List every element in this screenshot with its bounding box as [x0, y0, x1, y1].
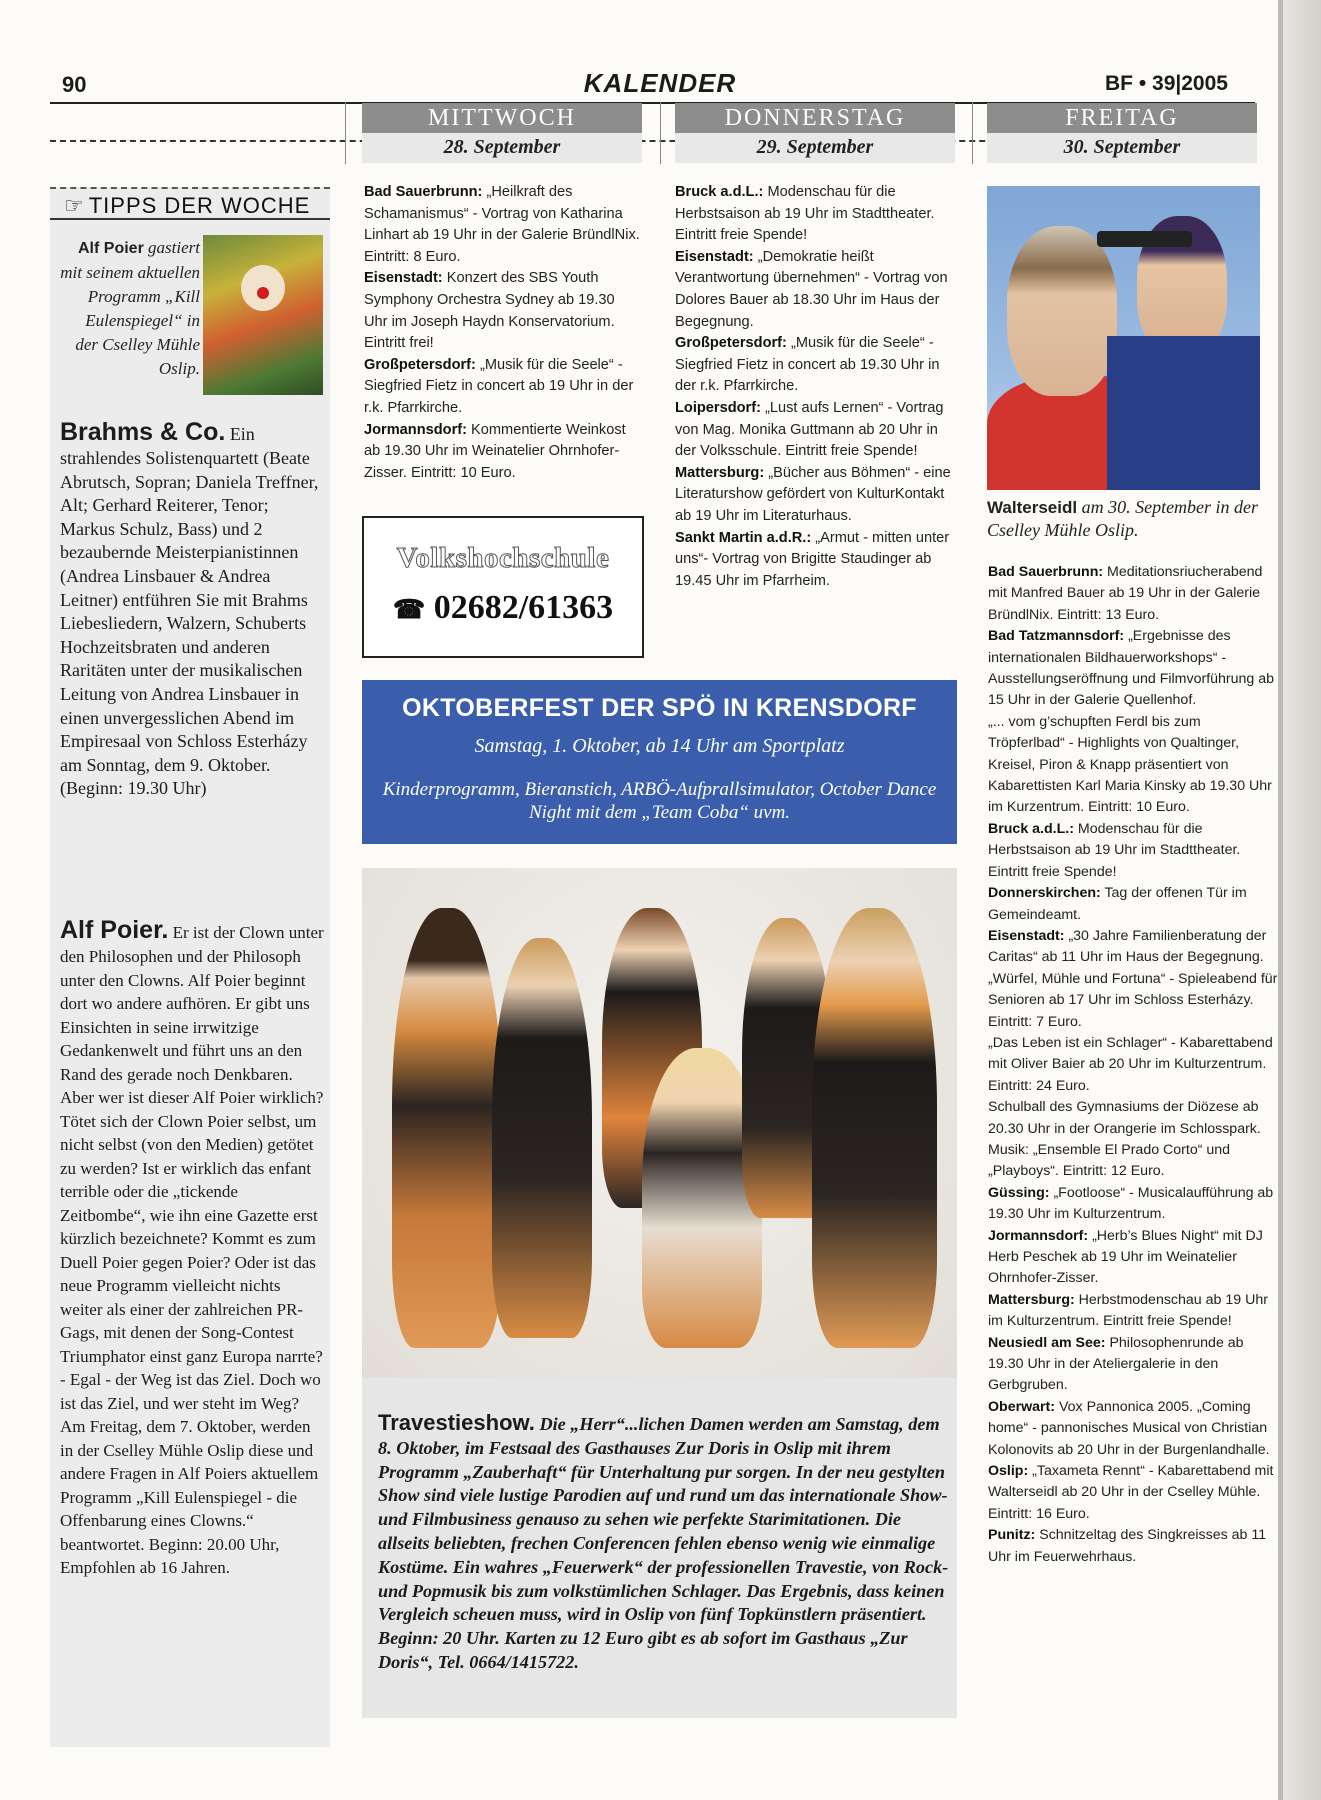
tipps-title: TIPPS DER WOCHE — [88, 193, 311, 218]
man-with-hat — [1007, 226, 1117, 396]
event-entry: Oberwart: Vox Pannonica 2005. „Coming home“ - pannonisches Musical von Christian Kolonovits ab 20 Uhr in der Burgenlandhalle. — [988, 1398, 1270, 1458]
travestie-article — [378, 1410, 953, 1675]
travestie-photo — [362, 868, 957, 1378]
section-title: KALENDER — [583, 68, 737, 98]
tipps-header — [50, 187, 330, 219]
event-entry: Oslip: „Taxameta Rennt“ - Kabarettabend mit Walterseidl ab 20 Uhr in der Cselley Mühle. Eintritt: 16 Euro. — [988, 1463, 1274, 1522]
event-entry: Bruck a.d.L.: Modenschau für die Herbstsaison ab 19 Uhr im Stadttheater. Eintritt freie Spende! — [675, 184, 935, 244]
event-entry: Schulball des Gymnasiums der Diözese ab 20.30 Uhr in der Orangerie im Schlosspark. Musik: „Ensemble El Prado Corto“ und „Playboys“. Eintritt: 12 Euro. — [988, 1099, 1261, 1180]
brahms-lead: Brahms & Co. — [60, 418, 226, 446]
event-entry: Jormannsdorf: Kommentierte Weinkost ab 19.30 Uhr im Weinatelier Ohrnhofer-Zisser. Eintritt: 10 Euro. — [364, 421, 626, 481]
event-entry: Bad Tatzmannsdorf: „Ergebnisse des internationalen Bildhauerworkshops“ - Ausstellungseröffnung und Filmvorführung ab 15 Uhr in der Galerie Quellenhof. — [988, 628, 1275, 709]
blue-uniform — [1107, 336, 1260, 490]
event-entry: „Würfel, Mühle und Fortuna“ - Spieleabend für Senioren ab 17 Uhr im Schloss Esterházy. Eintritt: 7 Euro. — [988, 970, 1278, 1030]
event-entry: „... vom g’schupften Ferdl bis zum Tröpferlbad“ - Highlights von Qualtinger, Kreisel, Piron & Knapp präsentiert von Kabarettisten Karl Maria Kinsky ab 19.30 Uhr im Kurzentrum. Eintritt: 10 Euro. — [988, 713, 1272, 816]
clown-caption — [60, 236, 200, 381]
column-divider — [972, 102, 973, 164]
event-entry: Mattersburg: Herbstmodenschau ab 19 Uhr im Kulturzentrum. Eintritt freie Spende! — [988, 1291, 1268, 1330]
issue-label: BF • 39|2005 — [1105, 72, 1228, 95]
day-header-wednesday — [362, 103, 642, 163]
event-entry: Mattersburg: „Bücher aus Böhmen“ - eine Literaturshow gefördert von KulturKontakt ab 19 Uhr im Literaturhaus. — [675, 464, 951, 524]
caption-text: gastiert mit seinem aktuellen Programm „Kill Eulenspiegel“ in der Cselley Mühle Oslip. — [60, 238, 200, 378]
thursday-events — [675, 182, 955, 592]
day-date: 29. September — [756, 136, 874, 158]
revolver — [1097, 231, 1192, 247]
day-date: 30. September — [1063, 136, 1181, 158]
brahms-article — [60, 418, 325, 801]
day-header-friday — [987, 103, 1257, 163]
oktoberfest-date: Samstag, 1. Oktober, ab 14 Uhr am Sportplatz — [474, 735, 845, 757]
walterseidl-photo — [987, 186, 1260, 490]
oktoberfest-program: Kinderprogramm, Bieranstich, ARBÖ-Aufprallsimulator, October Dance Night mit dem „Team Coba“ uvm. — [382, 779, 937, 823]
vhs-phone: 02682/61363 — [433, 589, 614, 626]
friday-events — [988, 562, 1278, 1568]
phone-icon: ☎ — [392, 595, 426, 624]
event-entry: Loipersdorf: „Lust aufs Lernen“ - Vortrag von Mag. Monika Guttmann ab 20 Uhr in der Volksschule. Eintritt freie Spende! — [675, 399, 944, 460]
event-entry: Bad Sauerbrunn: „Heilkraft des Schamanismus“ - Vortrag von Katharina Linhart ab 19 Uhr in der Galerie BründlNix. Eintritt: 8 Euro. — [364, 184, 640, 265]
oktoberfest-title: OKTOBERFEST DER SPÖ IN KRENSDORF — [402, 694, 917, 722]
event-entry: Bad Sauerbrunn: Meditationsriucherabend mit Manfred Bauer ab 19 Uhr in der Galerie BründlNix. Eintritt: 13 Euro. — [988, 564, 1263, 623]
poier-text: Er ist der Clown unter den Philosophen und der Philosoph unter den Clowns. Alf Poier beginnt dort wo andere aufhören. Er gibt uns Einsichten in seine irrwitzige Gedankenwelt und führt uns an den Rand des gerade noch Denkbaren. Aber wer ist dieser Alf Poier wirklich? Tötet sich der Clown Poier selbst, um nicht selbst (von den Medien) getötet zu werden? Ist er wirklich das enfant terrible oder die „tickende Zeitbombe“, wie ihn eine Gazette erst kürzlich bezeichnete? Kommt es zum Duell Poier gegen Poier? Oder ist das neue Programm vielleicht nichts weiter als einer der zahlreichen PR-Gags, mit denen der Song-Contest Triumphator einst ganz Europa narrte? - Egal - der Weg ist das Ziel. Doch wo ist das Ziel, und wer steht im Weg? Am Freitag, dem 7. Oktober, werden in der Cselley Mühle Oslip diese und andere Fragen in Alf Poiers aktuellem Programm „Kill Eulenspiegel - die Offenbarung eines Clowns.“ beantwortet. Beginn: 20.00 Uhr, Empfohlen ab 16 Jahren. — [60, 923, 324, 1577]
clown-photo — [203, 235, 323, 395]
event-entry: Neusiedl am See: Philosophenrunde ab 19.30 Uhr in der Ateliergalerie in den Gerbgruben. — [988, 1334, 1244, 1394]
brahms-text: Ein strahlendes Solistenquartett (Beate Abrutsch, Sopran; Daniela Treffner, Alt; Gerhard Reiterer, Tenor; Markus Schulz, Bass) und 2 bezaubernde Meisterpianistinnen (Andrea Linsbauer & Andrea Leitner) entführen Sie mit Brahms Liebesliedern, Walzern, Schuberts Hochzeitsbraten und anderen Raritäten unter der musikalischen Leitung von Andrea Linsbauer in einen unvergesslichen Abend im Empiresaal von Schloss Esterházy am Sonntag, dem 9. Oktober. (Beginn: 19.30 Uhr) — [60, 424, 319, 799]
caption-text: am 30. September in der Cselley Mühle Oslip. — [987, 497, 1259, 540]
event-entry: Jormannsdorf: „Herb’s Blues Night“ mit DJ Herb Peschek ab 19 Uhr im Weinatelier Ohrnhofer-Zisser. — [988, 1227, 1263, 1287]
day-date: 28. September — [443, 136, 561, 158]
oktoberfest-ad — [362, 680, 957, 844]
event-entry: Punitz: Schnitzeltag des Singkreisses ab 11 Uhr im Feuerwehrhaus. — [988, 1527, 1267, 1565]
volkshochschule-ad — [362, 516, 644, 658]
event-entry: Eisenstadt: „30 Jahre Familienberatung der Caritas“ ab 11 Uhr im Haus der Begegnung. — [988, 927, 1267, 966]
day-name: MITTWOCH — [362, 103, 642, 133]
performer-figure — [812, 908, 937, 1348]
travestie-text: Die „Herr“...lichen Damen werden am Samstag, dem 8. Oktober, im Festsaal des Gasthauses Zur Doris in Oslip mit ihrem Programm „Zauberhaft“ für Unterhaltung pur sorgen. In der neu gestylten Show sind viele lustige Parodien auf und rund um das internationale Show- und Filmbusiness genauso zu sehen wie perfekte Starimitationen. Die allseits beliebten, frechen Conferencen fehlen ebenso wenig wie einmalige Kostüme. Ein wahres „Feuerwerk“ der professionellen Travestie, von Rock- und Popmusik bis zum volkstümlichen Schlager. Das Ergebnis, dass keinen Vergleich scheuen muss, wird in Oslip von fünf Topkünstlern präsentiert. Beginn: 20 Uhr. Karten zu 12 Euro gibt es ab sofort im Gasthaus „Zur Doris“, Tel. 0664/1415722. — [378, 1414, 949, 1672]
walterseidl-caption — [987, 496, 1260, 542]
travestie-lead: Travestieshow. — [378, 1410, 535, 1435]
event-entry: Großpetersdorf: „Musik für die Seele“ - Siegfried Fietz in concert ab 19.30 Uhr in der r.k. Pfarrkirche. — [675, 335, 940, 395]
page-number: 90 — [62, 72, 87, 97]
event-entry: Güssing: „Footloose“ - Musicalaufführung ab 19.30 Uhr im Kulturzentrum. — [988, 1184, 1274, 1223]
tipps-rule — [50, 218, 330, 220]
performer-figure — [492, 938, 592, 1338]
pointing-hand-icon: ☞ — [64, 193, 85, 218]
column-divider — [345, 102, 346, 164]
event-entry: Eisenstadt: Konzert des SBS Youth Symphony Orchestra Sydney ab 19.30 Uhr im Joseph Haydn Konservatorium. Eintritt frei! — [364, 270, 615, 352]
day-name: DONNERSTAG — [675, 103, 955, 133]
event-entry: Donnerskirchen: Tag der offenen Tür im Gemeindeamt. — [988, 885, 1247, 923]
poier-lead: Alf Poier. — [60, 916, 169, 944]
event-entry: Großpetersdorf: „Musik für die Seele“ - Siegfried Fietz in concert ab 19 Uhr in der r.k. Pfarrkirche. — [364, 356, 634, 416]
event-entry: Bruck a.d.L.: Modenschau für die Herbstsaison ab 19 Uhr im Stadttheater. Eintritt freie Spende! — [988, 820, 1241, 880]
vhs-phone-line — [364, 589, 642, 627]
event-entry: Eisenstadt: „Demokratie heißt Verantwortung übernehmen“ - Vortrag von Dolores Bauer ab 18.30 Uhr im Haus der Begegnung. — [675, 248, 948, 330]
caption-name: Walterseidl — [987, 498, 1078, 517]
wednesday-events — [364, 182, 640, 484]
caption-name: Alf Poier — [78, 240, 144, 257]
event-entry: „Das Leben ist ein Schlager“ - Kabarettabend mit Oliver Baier ab 20 Uhr im Kulturzentrum. Eintritt: 24 Euro. — [988, 1034, 1273, 1094]
poier-article — [60, 916, 325, 1580]
event-entry: Sankt Martin a.d.R.: „Armut - mitten unter uns“- Vortrag von Brigitte Staudinger ab 19.45 Uhr im Pfarrheim. — [675, 529, 950, 589]
day-header-thursday — [675, 103, 955, 163]
vhs-name: Volkshochschule — [396, 542, 610, 574]
clown-nose — [257, 287, 269, 299]
column-divider — [660, 102, 661, 164]
page-edge — [1283, 0, 1321, 1800]
day-name: FREITAG — [987, 103, 1257, 133]
performer-figure — [392, 908, 502, 1348]
